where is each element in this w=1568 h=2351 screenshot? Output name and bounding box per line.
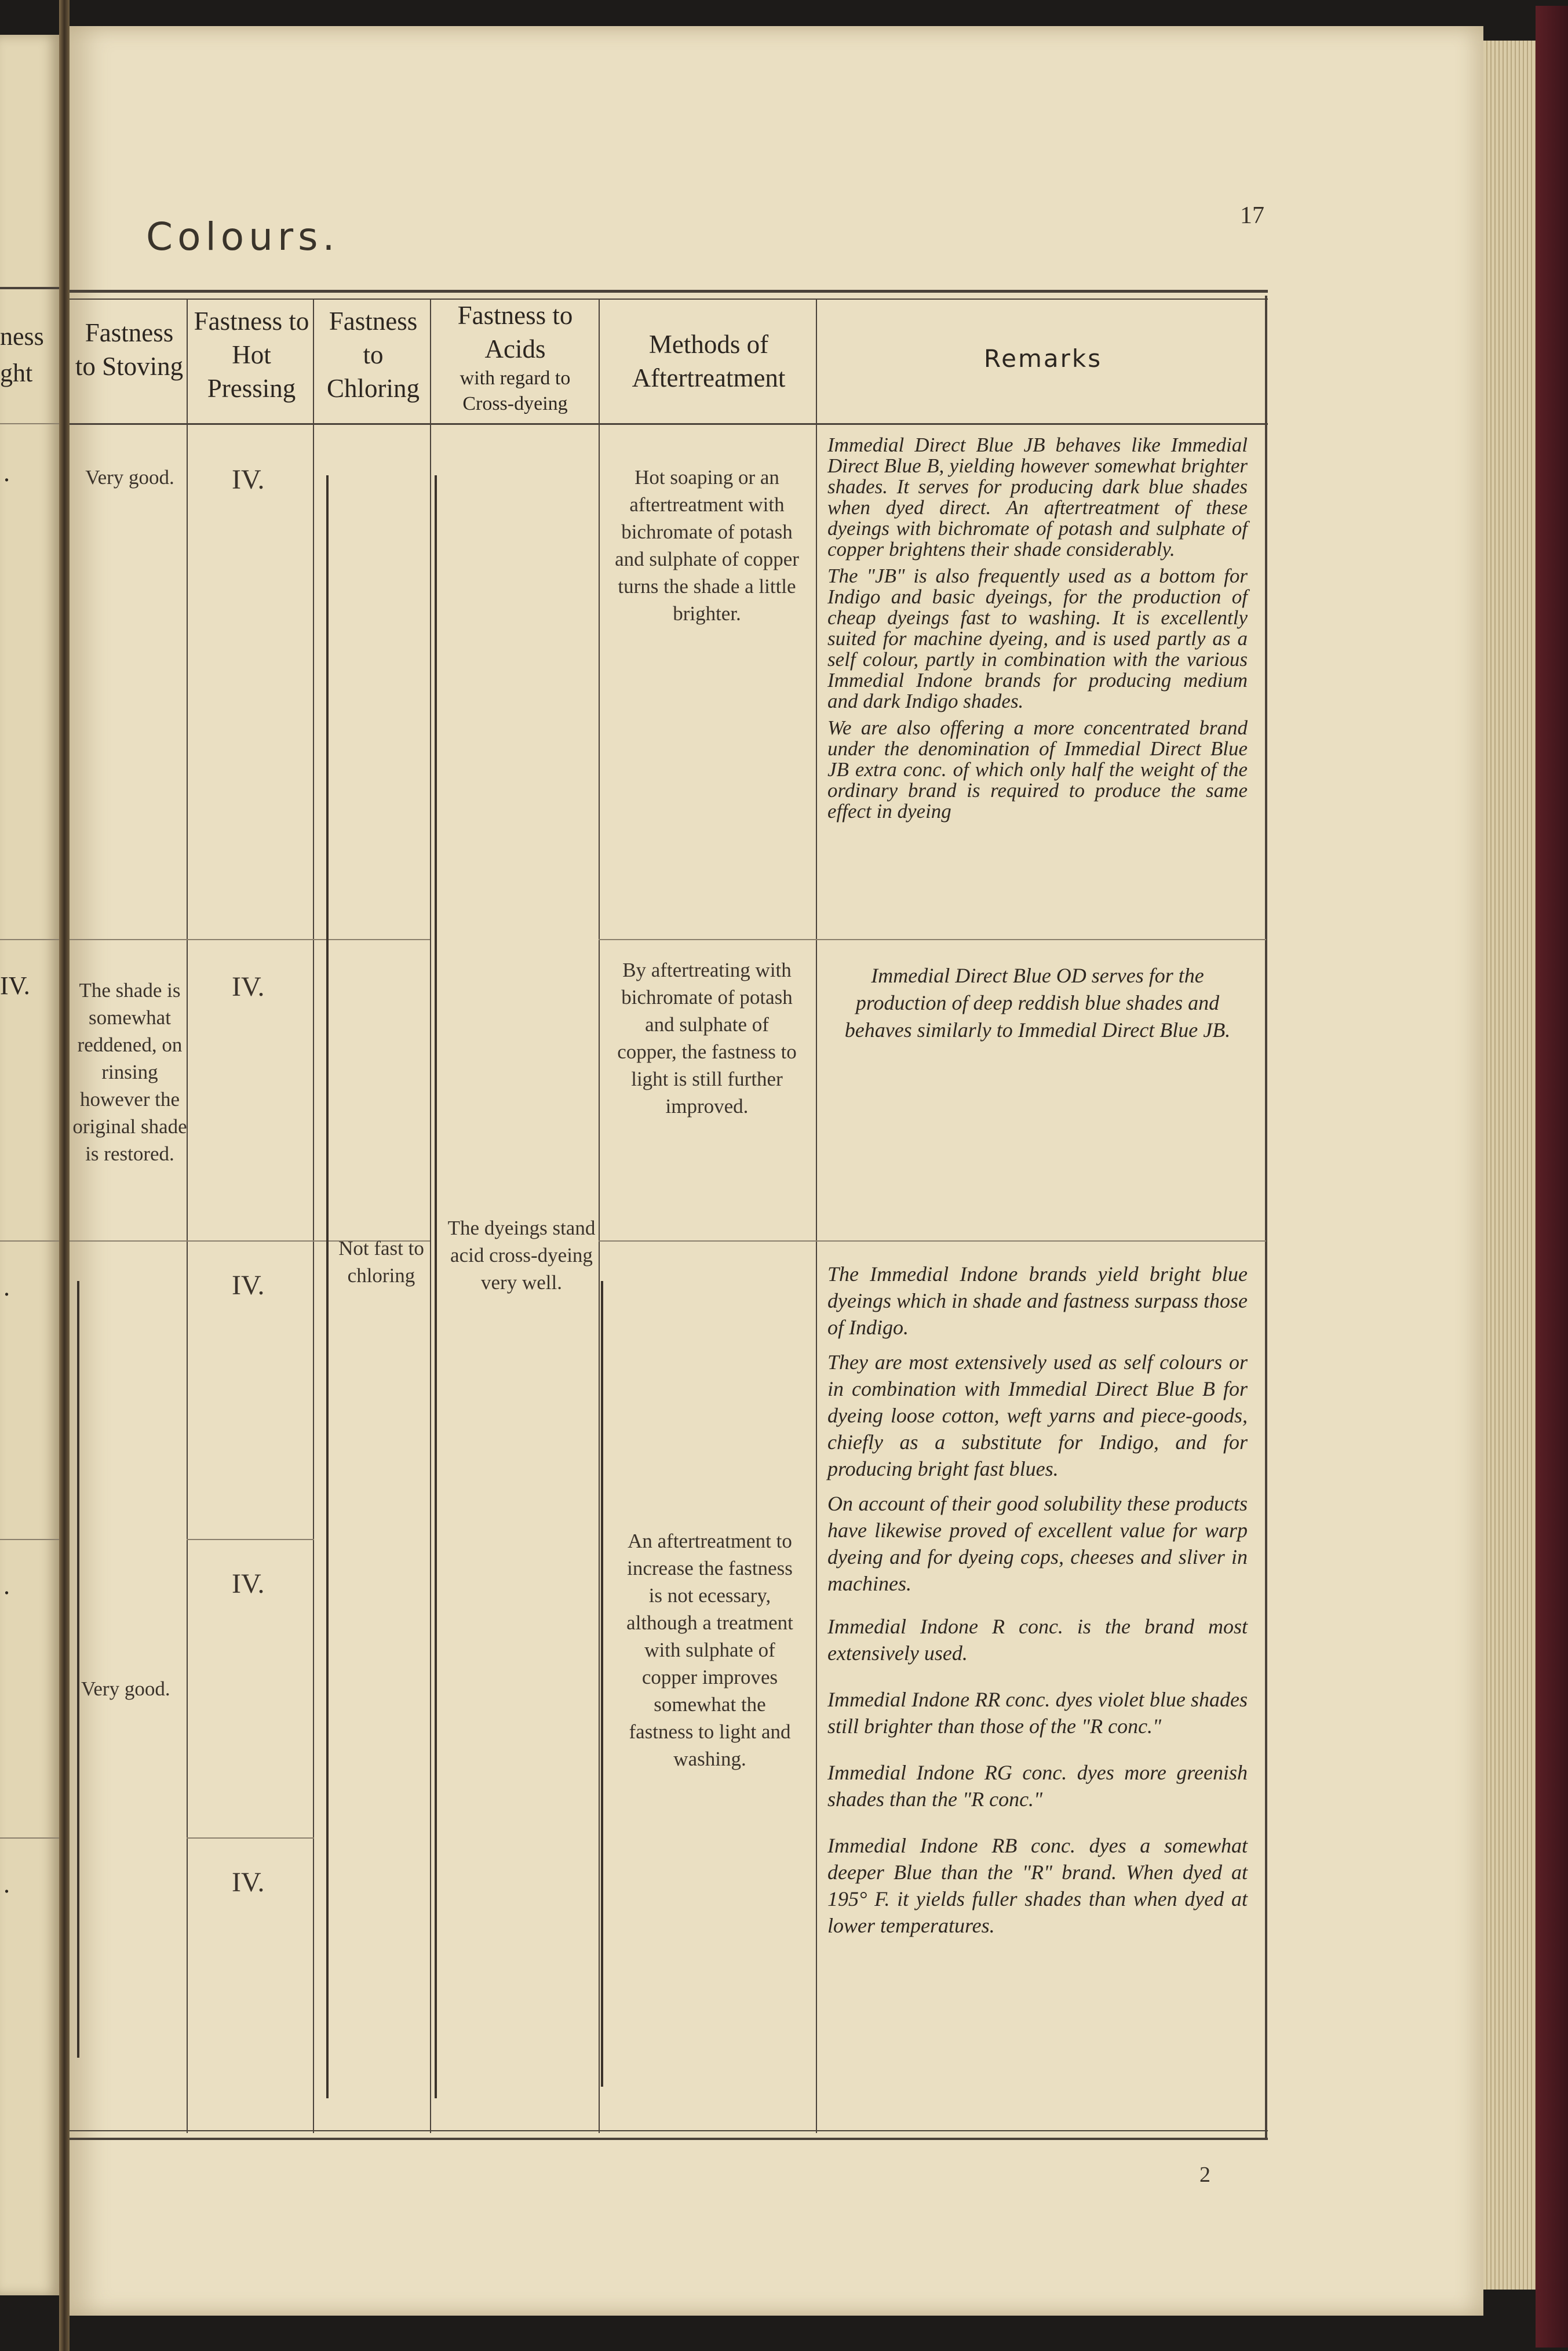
col-sep (187, 299, 188, 2133)
remarks-paragraph: Immedial Indone R conc. is the brand most extensively used. (827, 1615, 1248, 1665)
header-methods: Methods of Aftertreatment (632, 330, 786, 392)
prev-page-rule (0, 1240, 59, 1242)
remarks-paragraph: The Immedial Indone brands yield bright blue dyeings which in shade and fastness surpass those of Indigo. (827, 1262, 1248, 1339)
col-sep (816, 299, 817, 2133)
methods-row3: An aftertreatment to increase the fastness is not ecessary, although a treatment with sulphate of copper improves somewhat the fastness to light and washing. (626, 1530, 793, 1770)
prev-page-mark: . (3, 1870, 10, 1898)
remarks-paragraph: Immedial Indone RG conc. dyes more greenish shades than the "R conc." (827, 1761, 1248, 1811)
prev-page-rule (0, 939, 59, 940)
row-sep (187, 1539, 314, 1540)
prev-page-rule (0, 423, 59, 424)
prev-page-rule (0, 1539, 59, 1540)
stoving-row2: The shade is somewhat reddened, on rinsing however the original shade is restored. (72, 979, 187, 1165)
col-sep (430, 299, 431, 2133)
header-bottom-rule (70, 423, 1268, 425)
row-sep (70, 939, 430, 940)
methods-row1: Hot soaping or an aftertreatment with bichromate of potash and sulphate of copper turns the shade a little brighter. (615, 466, 799, 625)
book-cover-board (1536, 6, 1568, 2348)
stoving-row1: Very good. (85, 466, 174, 489)
chloring-brace-line (326, 475, 329, 2098)
page-title: Colours. (146, 214, 340, 259)
remarks-paragraph: Immedial Indone RR conc. dyes violet blue shades still brighter than those of the "R conc." (827, 1688, 1248, 1738)
remarks-block-2 (827, 962, 1248, 1050)
remarks-paragraph: Immedial Direct Blue OD serves for the production of deep reddish blue shades and behaves similarly to Immedial Direct Blue JB. (844, 964, 1231, 1042)
table-bottom-rule-inner (70, 2130, 1268, 2131)
table-right-rule (1265, 296, 1267, 2139)
remarks-paragraph: We are also offering a more concentrated brand under the denomination of Immedial Direct Blue JB extra conc. of which only half the weight of the ordinary brand is required to produce the same effect in dyeing (827, 716, 1248, 823)
prev-page-rule (0, 1837, 59, 1839)
header-acids (433, 299, 597, 417)
row-sep (599, 1240, 1266, 1242)
header-remarks: Remarks (983, 344, 1103, 373)
remarks-paragraph: Immedial Direct Blue JB behaves like Immedial Direct Blue B, yielding however somewhat brighter shades. It serves for producing dark blue shades when dyed direct. An aftertreatment of these dyeings with bichromate of potash and sulphate of copper brightens their shade considerably. (827, 434, 1248, 561)
header-acids-sub: with regard to Cross-dyeing (460, 367, 571, 414)
prev-page-header-2: ght (0, 359, 33, 387)
prev-page-mark: IV. (0, 971, 30, 1000)
header-hot-pressing: Fastness to Hot Pressing (194, 307, 309, 403)
remarks-paragraph: They are most extensively used as self colours or in combination with Immedial Direct Blue B for dyeing loose cotton, weft yarns and piece-goods, chiefly as a substitute for Indigo, and for producing bright fast blues. (827, 1351, 1248, 1480)
page-number: 17 (1240, 202, 1264, 229)
table-top-rule (70, 290, 1268, 293)
row-sep (187, 1837, 314, 1839)
page-edges (1483, 41, 1536, 2290)
acids-text: The dyeings stand acid cross-dyeing very well. (447, 1217, 596, 1294)
remarks-paragraph: On account of their good solubility these products have likewise proved of excellent value for warp dyeing and for dyeing cops, cheeses and sliver in machines. (827, 1492, 1248, 1595)
acids-brace-line (435, 475, 437, 2098)
chloring-text: Not fast to chloring (338, 1237, 424, 1287)
hot-pressing-row3: IV. (232, 1270, 265, 1301)
hot-pressing-row5: IV. (232, 1867, 265, 1898)
footer-number: 2 (1199, 2163, 1210, 2187)
stoving-row3: Very good. (81, 1677, 170, 1700)
remarks-paragraph: The "JB" is also frequently used as a bottom for Indigo and basic dyeings, for the production of cheap dyeings fast to washing. It is excellently suited for machine dyeing, and is used partly as a self colour, partly in combination with the various Immedial Indone brands for producing medium and dark Indigo shades. (827, 565, 1248, 712)
col-sep (313, 299, 314, 2133)
row-sep (599, 939, 1266, 940)
col-sep (599, 299, 600, 2133)
header-chloring: Fastness to Chloring (326, 307, 420, 403)
remarks-paragraph: Immedial Indone RB conc. dyes a somewhat deeper Blue than the "R" brand. When dyed at 195° F. it yields fuller shades than when dyed at lower temperatures. (827, 1834, 1248, 1937)
prev-page-mark: . (3, 1273, 10, 1301)
stoving-brace-line (77, 1281, 79, 2058)
prev-page-mark: . (3, 1571, 10, 1600)
remarks-block-1 (827, 435, 1248, 828)
table-bottom-rule (70, 2138, 1268, 2140)
methods-brace-line (601, 1281, 603, 2087)
prev-page-mark: . (3, 458, 10, 487)
prev-page-header-1: ness (0, 322, 44, 351)
hot-pressing-row2: IV. (232, 971, 265, 1002)
hot-pressing-row1: IV. (232, 464, 265, 495)
hot-pressing-row4: IV. (232, 1568, 265, 1599)
table-top-rule-inner (70, 299, 1268, 300)
methods-row2: By aftertreating with bichromate of potash and sulphate of copper, the fastness to light is still further improved. (617, 959, 797, 1118)
book-gutter (59, 0, 70, 2351)
header-stoving: Fastness to Stoving (75, 318, 184, 381)
header-acids-main: Fastness to Acids (457, 301, 573, 363)
prev-page-rule (0, 287, 59, 289)
remarks-block-3 (827, 1261, 1248, 1945)
